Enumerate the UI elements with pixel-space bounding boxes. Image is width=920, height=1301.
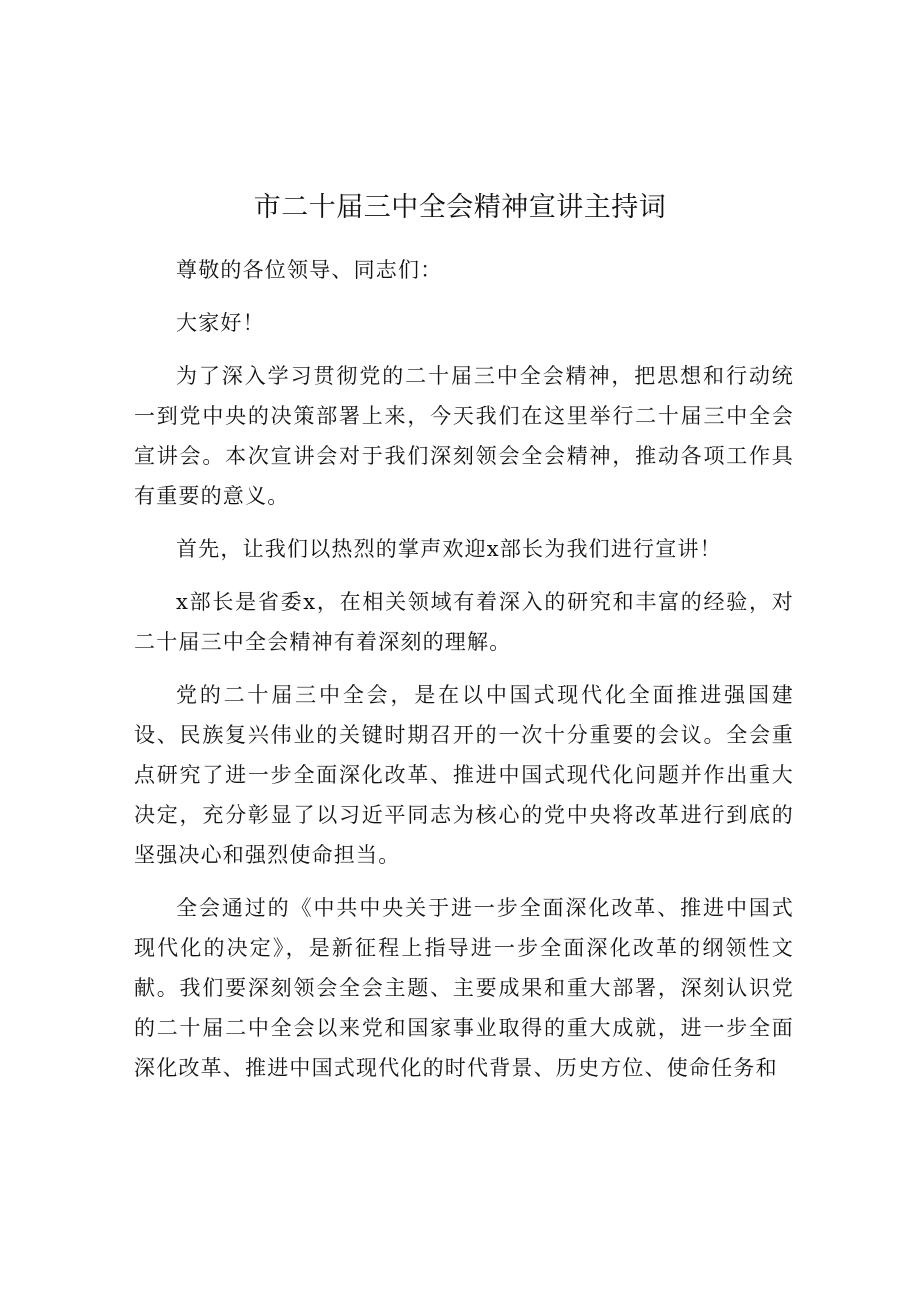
body-paragraph: 为了深入学习贯彻党的二十届三中全会精神，把思想和行动统一到党中央的决策部署上来，今天我们在这里举行二十届三中全会宣讲会。本次宣讲会对于我们深刻领会全会精神，推动各项工作具有重要的意义。 bbox=[134, 364, 794, 508]
document-body bbox=[134, 250, 794, 1101]
body-paragraph: 全会通过的《中共中央关于进一步全面深化改革、推进中国式现代化的决定》，是新征程上指导进一步全面深化改革的纲领性文献。我们要深刻领会全会主题、主要成果和重大部署，深刻认识党的二十届二中全会以来党和国家事业取得的重大成就，进一步全面深化改革、推进中国式现代化的时代背景、历史方位、使命任务和 bbox=[134, 896, 794, 1080]
body-paragraph: 首先，让我们以热烈的掌声欢迎x部长为我们进行宣讲！ bbox=[176, 537, 722, 561]
body-paragraph: x部长是省委x，在相关领域有着深入的研究和丰富的经验，对二十届三中全会精神有着深刻的理解。 bbox=[134, 590, 794, 654]
body-paragraph: 党的二十届三中全会，是在以中国式现代化全面推进强国建设、民族复兴伟业的关键时期召开的一次十分重要的会议。全会重点研究了进一步全面深化改革、推进中国式现代化问题并作出重大决定，充分彰显了以习近平同志为核心的党中央将改革进行到底的坚强决心和强烈使命担当。 bbox=[134, 683, 794, 867]
hello-paragraph: 大家好！ bbox=[176, 311, 265, 335]
greeting-paragraph: 尊敬的各位领导、同志们： bbox=[176, 258, 443, 282]
document-title: 市二十届三中全会精神宣讲主持词 bbox=[253, 192, 667, 223]
